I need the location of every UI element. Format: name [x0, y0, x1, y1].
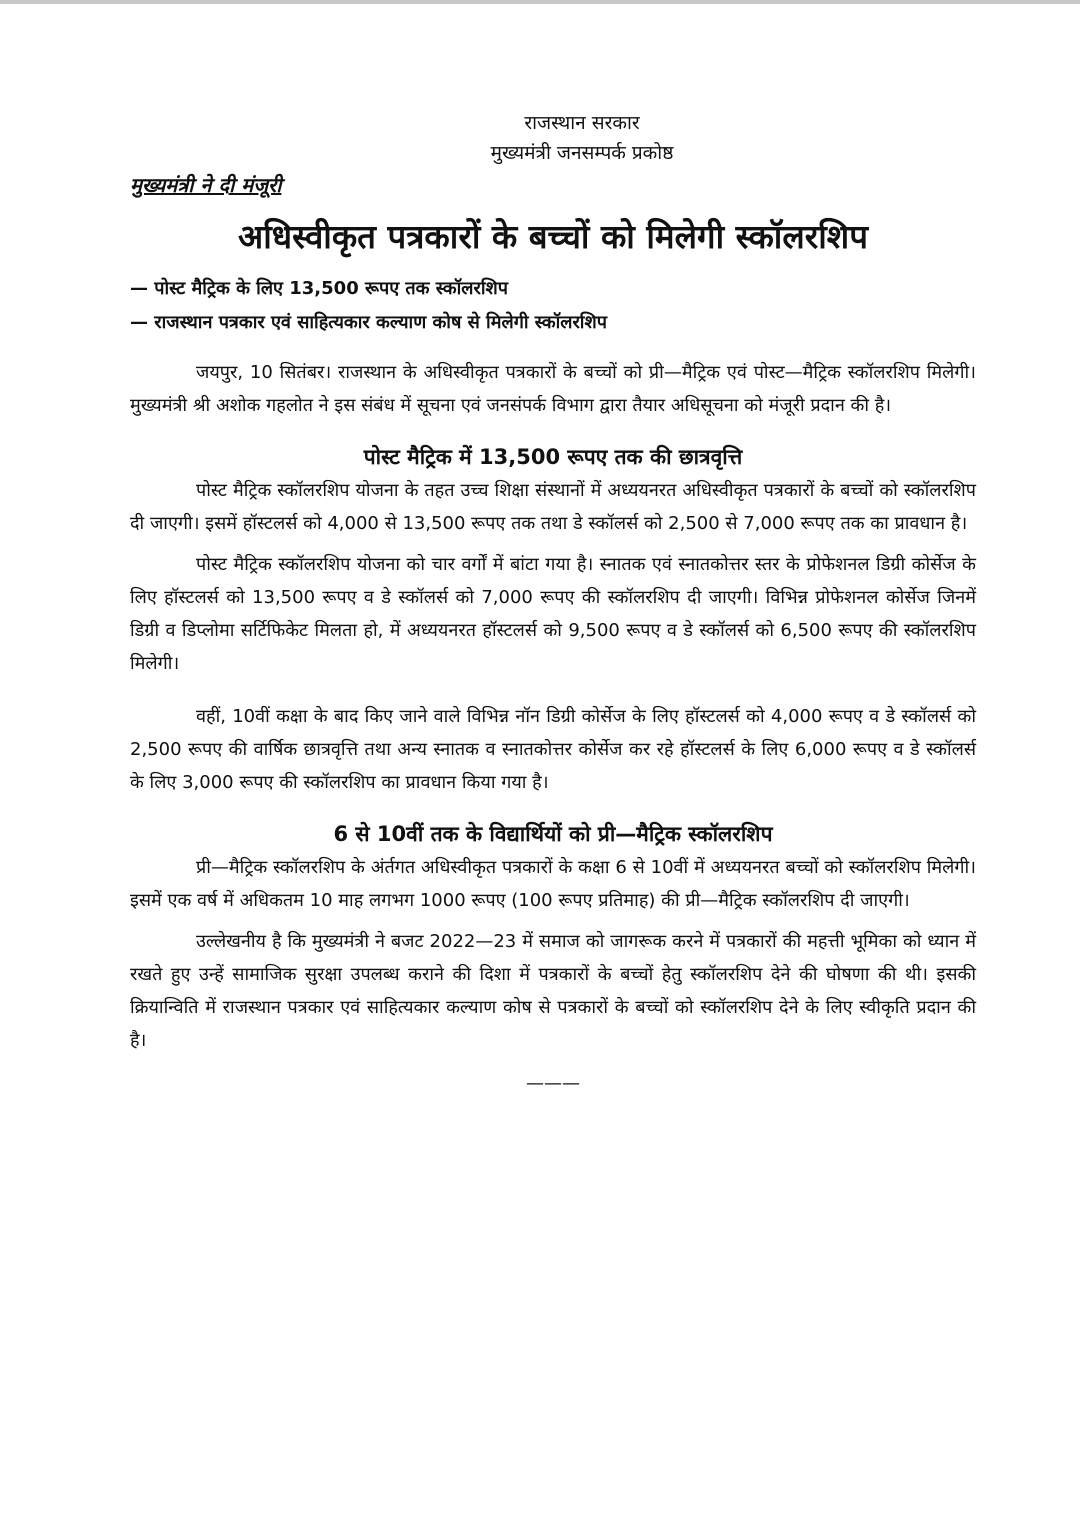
paragraph: पोस्ट मैट्रिक स्कॉलरशिप योजना के तहत उच्च शिक्षा संस्थानों में अध्ययनरत अधिस्वीकृत पत्रकारों के बच्चों को स्कॉलरशिप दी जाएगी। इसमें हॉस्टलर्स को 4,000 से 13,500 रूपए तक तथा डे स्कॉलर्स को 2,500 से 7,000 रूपए तक का प्रावधान है। — [130, 480, 976, 534]
headline: अधिस्वीकृत पत्रकारों के बच्चों को मिलेगी स्कॉलरशिप — [238, 217, 868, 256]
top-border — [0, 0, 1080, 4]
press-release — [130, 108, 976, 1099]
paragraph: प्री—मैट्रिक स्कॉलरशिप के अंर्तगत अधिस्वीकृत पत्रकारों के कक्षा 6 से 10वीं में अध्ययनरत बच्चों को स्कॉलरशिप मिलेगी। इसमें एक वर्ष में अधिकतम 10 माह लगभग 1000 रूपए (100 रूपए प्रतिमाह) की प्री—मैट्रिक स्कॉलरशिप दी जाएगी। — [130, 857, 976, 911]
office-name: मुख्यमंत्री जनसम्पर्क प्रकोष्ठ — [490, 142, 674, 164]
subheading-post-matric: — पोस्ट मैट्रिक के लिए 13,500 रूपए तक स्कॉलरशिप — [130, 278, 508, 299]
subheading-welfare-fund: — राजस्थान पत्रकार एवं साहित्यकार कल्याण कोष से मिलेगी स्कॉलरशिप — [130, 312, 607, 333]
subheadings — [130, 272, 976, 340]
section-heading-post-matric: पोस्ट मैट्रिक में 13,500 रूपए तक की छात्रवृत्ति — [363, 445, 743, 469]
paragraph: उल्लेखनीय है कि मुख्यमंत्री ने बजट 2022—23 में समाज को जागरूक करने में पत्रकारों की महत्ती भूमिका को ध्यान में रखते हुए उन्हें सामाजिक सुरक्षा उपलब्ध कराने की दिशा में पत्रकारों के बच्चों हेतु स्कॉलरशिप देने की घोषणा की थी। इसकी क्रियान्विति में राजस्थान पत्रकार एवं साहित्यकार कल्याण कोष से पत्रकारों के बच्चों को स्कॉलरशिप देने के लिए स्वीकृति प्रदान की है। — [130, 931, 976, 1051]
section-heading-pre-matric: 6 से 10वीं तक के विद्यार्थियों को प्री—मैट्रिक स्कॉलरशिप — [333, 822, 773, 846]
paragraph: पोस्ट मैट्रिक स्कॉलरशिप योजना को चार वर्गों में बांटा गया है। स्नातक एवं स्नातकोत्तर स्तर के प्रोफेशनल डिग्री कोर्सेज के लिए हॉस्टलर्स को 13,500 रूपए व डे स्कॉलर्स को 7,000 रूपए की स्कॉलरशिप दी जाएगी। विभिन्न प्रोफेशनल कोर्सेज जिनमें डिग्री व डिप्लोमा सर्टिफिकेट मिलता हो, में अध्ययनरत हॉस्टलर्स को 9,500 रूपए व डे स्कॉलर्स को 6,500 रूपए की स्कॉलरशिप मिलेगी। — [130, 554, 976, 674]
letterhead — [130, 108, 976, 168]
end-mark: ——— — [526, 1073, 580, 1094]
approval-label: मुख्यमंत्री ने दी मंजूरी — [130, 173, 282, 197]
paragraph: वहीं, 10वीं कक्षा के बाद किए जाने वाले विभिन्न नॉन डिग्री कोर्सेज के लिए हॉस्टलर्स को 4,000 रूपए व डे स्कॉलर्स को 2,500 रूपए की वार्षिक छात्रवृत्ति तथा अन्य स्नातक व स्नातकोत्तर कोर्सेज कर रहे हॉस्टलर्स के लिए 6,000 रूपए व डे स्कॉलर्स के लिए 3,000 रूपए की स्कॉलरशिप का प्रावधान किया गया है। — [130, 706, 976, 793]
intro-paragraph: जयपुर, 10 सितंबर। राजस्थान के अधिस्वीकृत पत्रकारों के बच्चों को प्री—मैट्रिक एवं पोस्ट—मैट्रिक स्कॉलरशिप मिलेगी। मुख्यमंत्री श्री अशोक गहलोत ने इस संबंध में सूचना एवं जनसंपर्क विभाग द्वारा तैयार अधिसूचना को मंजूरी प्रदान की है। — [130, 362, 976, 416]
government-name: राजस्थान सरकार — [524, 112, 640, 134]
